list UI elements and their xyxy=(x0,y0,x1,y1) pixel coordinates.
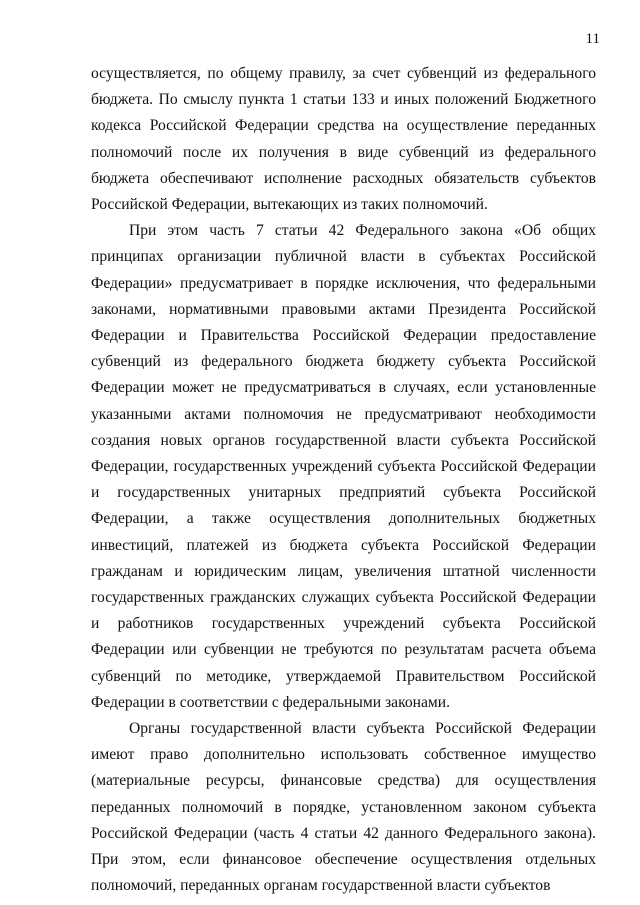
paragraph-2: При этом часть 7 статьи 42 Федерального закона «Об общих принципах организации публичной власти в субъектах Российской Федерации» предусматривает в порядке исключения, что федеральными законами, нормативными правовыми актами Президента Российской Федерации и Правительства Российской Федерации предоставление субвенций из федерального бюджета бюджету субъекта Российской Федерации может не предусматриваться в случаях, если установленные указанными актами полномочия не предусматривают необходимости создания новых органов государственной власти субъекта Российской Федерации, государственных учреждений субъекта Российской Федерации и государственных унитарных предприятий субъекта Российской Федерации, а также осуществления дополнительных бюджетных инвестиций, платежей из бюджета субъекта Российской Федерации гражданам и юридическим лицам, увеличения штатной численности государственных гражданских служащих субъекта Российской Федерации и работников государственных учреждений субъекта Российской Федерации или субвенции не требуются по результатам расчета объема субвенций по методике, утверждаемой Правительством Российской Федерации в соответствии с федеральными законами. xyxy=(91,222,596,711)
document-body xyxy=(91,61,596,900)
page-number: 11 xyxy=(585,31,600,47)
paragraph-1: осуществляется, по общему правилу, за счет субвенций из федерального бюджета. По смыслу пункта 1 статьи 133 и иных положений Бюджетного кодекса Российской Федерации средства на осуществление переданных полномочий после их получения в виде субвенций из федерального бюджета обеспечивают исполнение расходных обязательств субъектов Российской Федерации, вытекающих из таких полномочий. xyxy=(91,65,596,214)
paragraph-3: Органы государственной власти субъекта Российской Федерации имеют право дополнительно использовать собственное имущество (материальные ресурсы, финансовые средства) для осуществления переданных полномочий в порядке, установленном законом субъекта Российской Федерации (часть 4 статьи 42 данного Федерального закона). При этом, если финансовое обеспечение осуществления отдельных полномочий, переданных органам государственной власти субъектов xyxy=(91,720,596,895)
